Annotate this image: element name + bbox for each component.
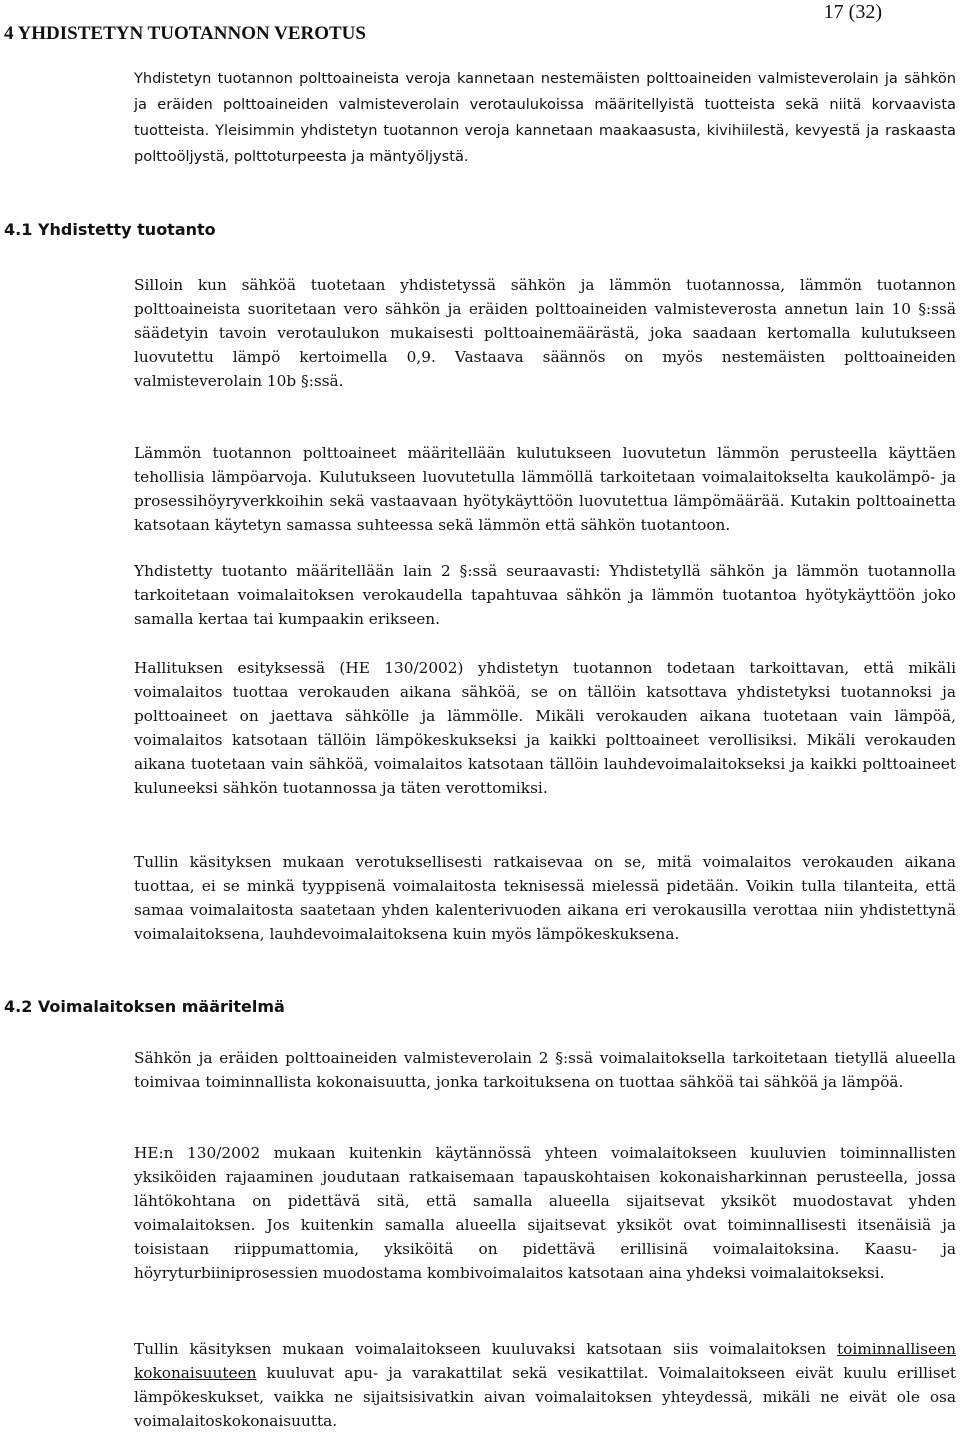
paragraph-4-1-5: Tullin käsityksen mukaan verotuksellisesti ratkaisevaa on se, mitä voimalaitos verokauden aikana tuottaa, ei se minkä tyyppisenä voimalaitosta teknisessä mielessä pidetään. Voikin tulla tilanteita, että samaa voimalaitosta saatetaan yhden kalenterivuoden aikana eri verokausilla verottaa niin yhdistettynä voimalaitoksena, lauhdevoimalaitoksena kuin myös lämpökeskuksena. (134, 853, 956, 943)
paragraph-4-1-4: Hallituksen esityksessä (HE 130/2002) yhdistetyn tuotannon todetaan tarkoittavan, että mikäli voimalaitos tuottaa verokauden aikana sähköä, se on tällöin katsottava yhdistetyksi tuotannoksi ja polttoaineet on jaettava sähkölle ja lämmölle. Mikäli verokauden aikana tuotetaan vain lämpöä, voimalaitos katsotaan tällöin lämpökeskukseksi ja kaikki polttoaineet verollisiksi. Mikäli verokauden aikana tuotetaan vain sähköä, voimalaitos katsotaan tällöin lauhdevoimalaitokseksi ja kaikki polttoaineet kuluneeksi sähkön tuotannossa ja täten verottomiksi. (134, 659, 956, 797)
page-number: 17 (32) (823, 1, 882, 23)
intro-paragraph: Yhdistetyn tuotannon polttoaineista veroja kannetaan nestemäisten polttoaineiden valmisteverolain ja sähkön ja eräiden polttoaineiden valmisteverolain verotaulukoissa määritellyistä tuotteista sekä niitä korvaavista tuotteista. Yleisimmin yhdistetyn tuotannon veroja kannetaan maakaasusta, kivihiilestä, kevyestä ja raskaasta polttoöljystä, polttoturpeesta ja mäntyöljystä. (134, 70, 956, 165)
paragraph-4-2-3-start: Tullin käsityksen mukaan voimalaitokseen kuuluvaksi katsotaan siis voimalaitoksen (134, 1340, 838, 1358)
paragraph-4-2-1: Sähkön ja eräiden polttoaineiden valmisteverolain 2 §:ssä voimalaitoksella tarkoitetaan tietyllä alueella toimivaa toiminnallista kokonaisuutta, jonka tarkoituksena on tuottaa sähköä tai sähköä ja lämpöä. (134, 1049, 956, 1091)
paragraph-4-2-3 (134, 1337, 956, 1433)
paragraph-4-1-3: Yhdistetty tuotanto määritellään lain 2 §:ssä seuraavasti: Yhdistetyllä sähkön ja lämmön tuotannolla tarkoitetaan voimalaitoksen verokaudella tapahtuvaa sähkön ja lämmön tuotantoa hyötykäyttöön joko samalla kertaa tai kumpaakin erikseen. (134, 562, 956, 628)
chapter-title: 4 YHDISTETYN TUOTANNON VEROTUS (4, 23, 366, 44)
paragraph-4-2-3-end: kuuluvat apu- ja varakattilat sekä vesikattilat. Voimalaitokseen eivät kuulu erilliset lämpökeskukset, vaikka ne sijaitsisivatkin aivan voimalaitoksen yhteydessä, mikäli ne eivät ole osa voimalaitoskokonaisuutta. (134, 1364, 956, 1430)
section-heading-4-2: 4.2 Voimalaitoksen määritelmä (4, 997, 285, 1016)
paragraph-4-2-2: HE:n 130/2002 mukaan kuitenkin käytännössä yhteen voimalaitokseen kuuluvien toiminnallisten yksiköiden rajaaminen joudutaan ratkaisemaan tapauskohtaisen kokonaisharkinnan perusteella, jossa lähtökohtana on pidettävä sitä, että samalla alueella sijaitsevat yksiköt muodostavat yhden voimalaitoksen. Jos kuitenkin samalla alueella sijaitsevat yksiköt ovat toiminnallisesti itsenäisiä ja toisistaan riippumattomia, yksiköitä on pidettävä erillisinä voimalaitoksina. Kaasu- ja höyryturbiiniprosessien muodostama kombivoimalaitos katsotaan aina yhdeksi voimalaitokseksi. (134, 1144, 956, 1282)
section-heading-4-1: 4.1 Yhdistetty tuotanto (4, 220, 216, 239)
underlined-term: toiminnalliseen kokonaisuuteen (134, 1340, 956, 1382)
paragraph-4-1-1: Silloin kun sähköä tuotetaan yhdistetyssä sähkön ja lämmön tuotannossa, lämmön tuotannon polttoaineista suoritetaan vero sähkön ja eräiden polttoaineiden valmisteverosta annetun lain 10 §:ssä säädetyin tavoin verotaulukon mukaisesti polttoainemäärästä, joka saadaan kertomalla kulutukseen luovutettu lämpö kertoimella 0,9. Vastaava säännös on myös nestemäisten polttoaineiden valmisteverolain 10b §:ssä. (134, 276, 956, 390)
paragraph-4-1-2: Lämmön tuotannon polttoaineet määritellään kulutukseen luovutetun lämmön perusteella käyttäen tehollisia lämpöarvoja. Kulutukseen luovutetulla lämmöllä tarkoitetaan voimalaitokselta kaukolämpö- ja prosessihöyryverkkoihin sekä vastaavaan hyötykäyttöön luovutettua lämpömäärää. Kutakin polttoainetta katsotaan käytetyn samassa suhteessa sekä lämmön että sähkön tuotantoon. (134, 444, 956, 534)
